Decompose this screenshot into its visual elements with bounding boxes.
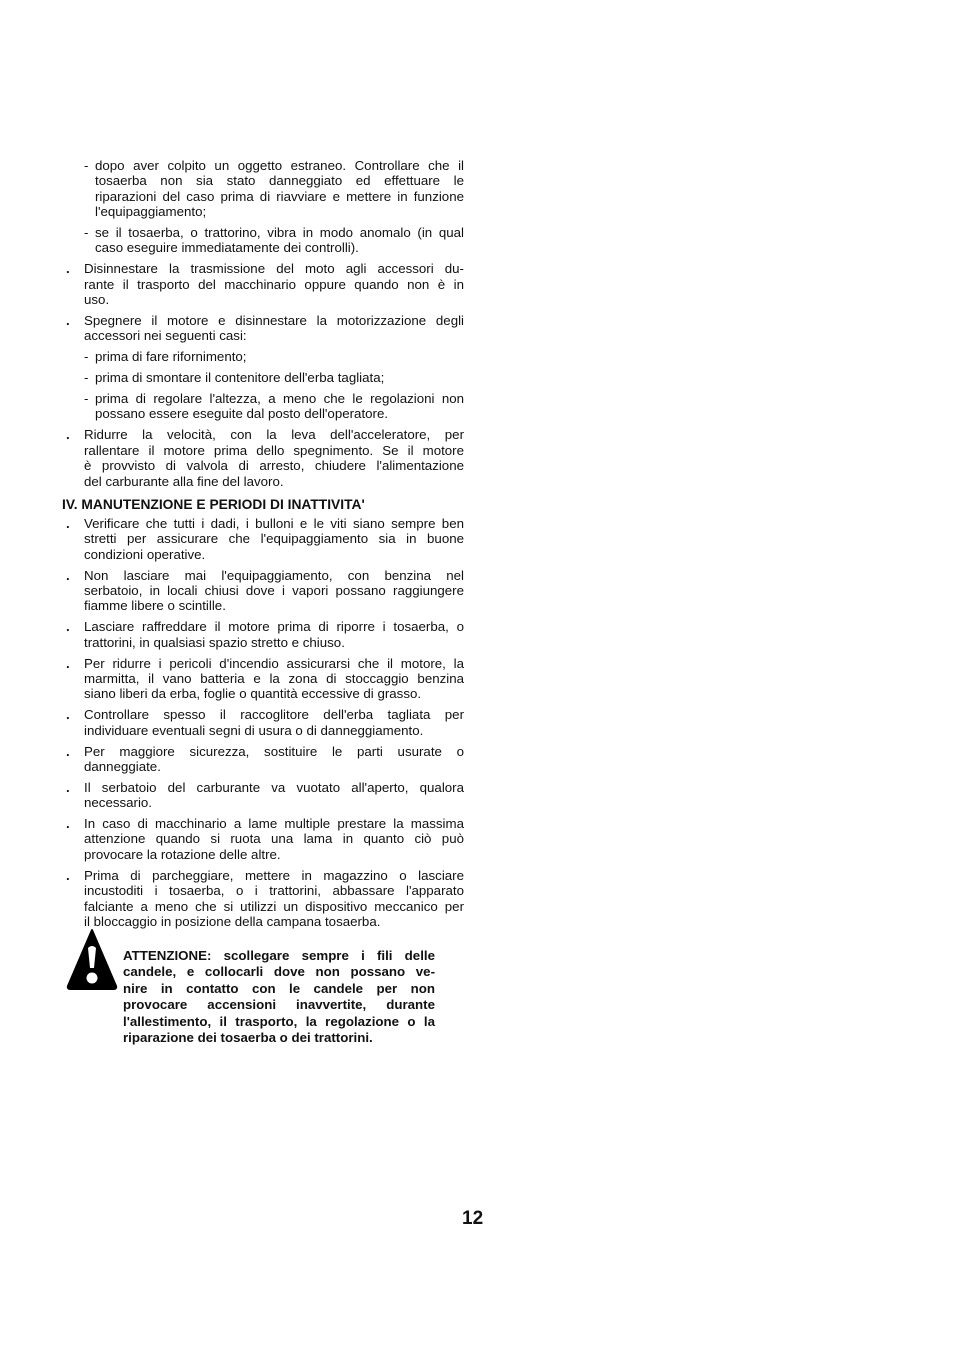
text-line: marmitta, il vano batteria e la zona di stoccaggio benzina [84, 670, 464, 686]
bullet-marker: . [66, 619, 70, 635]
bullet-item [62, 261, 464, 307]
bullet-item [62, 427, 464, 489]
text-line: serbatoio, in locali chiusi dove i vapori possano raggiungere [84, 582, 464, 598]
text-line: Verificare che tutti i dadi, i bulloni e le viti siano sempre ben [84, 515, 464, 531]
dash-marker: - [84, 158, 89, 173]
warning-line: ATTENZIONE: scollegare sempre i fili delle [123, 948, 435, 963]
sub-list-item [62, 391, 464, 422]
text-line: del carburante alla fine del lavoro. [84, 473, 284, 489]
text-line: Per maggiore sicurezza, sostituire le parti usurate o [84, 743, 464, 759]
text-line: incustoditi i tosaerba, o i trattorini, abbassare l'apparato [84, 883, 464, 899]
text-line: l'equipaggiamento; [95, 204, 207, 220]
warning-line: provocare accensioni inavvertite, durante [123, 997, 435, 1013]
dash-marker: - [84, 370, 89, 386]
text-line: Per ridurre i pericoli d'incendio assicurarsi che il motore, la [84, 655, 464, 671]
bullet-marker: . [66, 515, 70, 531]
bullet-marker: . [66, 655, 70, 671]
bullet-item [62, 707, 464, 738]
bullet-marker: . [66, 743, 70, 759]
text-line: necessario. [84, 795, 152, 811]
text-line: attenzione quando si ruota una lama in quanto ciò può [84, 831, 464, 847]
sub-list-item [62, 370, 464, 385]
body-text-column [62, 158, 464, 935]
text-line: caso eseguire immediatamente dei controlli). [95, 240, 359, 256]
text-line: condizioni operative. [84, 546, 206, 562]
text-line: In caso di macchinario a lame multiple prestare la massima [84, 816, 464, 832]
bullet-marker: . [66, 707, 70, 723]
text-line: Non lasciare mai l'equipaggiamento, con benzina nel [84, 567, 464, 583]
bullet-item [62, 744, 464, 775]
text-line: Ridurre la velocità, con la leva dell'acceleratore, per [84, 427, 464, 443]
text-line: Disinnestare la trasmissione del moto agli accessori du- [84, 261, 464, 277]
bullet-item [62, 516, 464, 562]
text-line: fiamme libere o scintille. [84, 598, 226, 614]
section-heading: IV. MANUTENZIONE E PERIODI DI INATTIVITA' [62, 496, 365, 512]
page-number: 12 [462, 1208, 484, 1229]
text-line: dopo aver colpito un oggetto estraneo. Controllare che il [95, 158, 464, 173]
text-line: falciante a meno che si utilizzi un dispositivo meccanico per [84, 898, 464, 914]
text-line: il bloccaggio in posizione della campana tosaerba. [84, 913, 381, 929]
text-line: danneggiate. [84, 758, 161, 774]
bullet-item [62, 656, 464, 702]
bullet-marker: . [66, 816, 70, 832]
text-line: rallentare il motore prima dello spegnimento. Se il motore [84, 442, 464, 458]
bullet-item [62, 868, 464, 930]
bullet-marker: . [66, 313, 70, 329]
text-line: riparazioni del caso prima di riavviare e mettere in funzione [95, 188, 464, 204]
warning-text [123, 948, 435, 1046]
text-line: prima di fare rifornimento; [95, 349, 247, 365]
text-line: provocare la rotazione delle altre. [84, 846, 281, 862]
text-line: tosaerba non sia stato danneggiato ed effettuare le [95, 173, 464, 189]
bullet-marker: . [66, 427, 70, 443]
text-line: Spegnere il motore e disinnestare la motorizzazione degli [84, 313, 464, 329]
dash-marker: - [84, 391, 89, 407]
warning-line: candele, e collocarli dove non possano ve- [123, 964, 435, 980]
warning-line: l'allestimento, il trasporto, la regolazione o la [123, 1013, 435, 1029]
warning-triangle-icon [66, 928, 118, 990]
bullet-marker: . [66, 261, 70, 277]
text-line: se il tosaerba, o trattorino, vibra in modo anomalo (in qual [95, 225, 464, 241]
dash-marker: - [84, 349, 89, 365]
text-line: è provvisto di valvola di arresto, chiudere l'alimentazione [84, 458, 464, 474]
text-line: Controllare spesso il raccoglitore dell'erba tagliata per [84, 707, 464, 723]
text-line: rante il trasporto del macchinario oppure quando non è in [84, 276, 464, 292]
bullet-item [62, 816, 464, 862]
text-line: possano essere eseguite dal posto dell'operatore. [95, 406, 389, 422]
sub-list-item [62, 349, 464, 364]
text-line: trattorini, in qualsiasi spazio stretto e chiuso. [84, 634, 345, 650]
sub-list-item [62, 225, 464, 256]
bullet-marker: . [66, 779, 70, 795]
dash-marker: - [84, 225, 89, 241]
bullet-item [62, 619, 464, 650]
sub-list-item [62, 158, 464, 220]
bullet-item [62, 780, 464, 811]
text-line: prima di regolare l'altezza, a meno che le regolazioni non [95, 391, 464, 407]
bullet-item [62, 313, 464, 344]
text-line: Il serbatoio del carburante va vuotato all'aperto, qualora [84, 779, 464, 795]
bullet-marker: . [66, 567, 70, 583]
text-line: accessori nei seguenti casi: [84, 328, 247, 344]
warning-line: nire in contatto con le candele per non [123, 980, 435, 996]
text-line: uso. [84, 292, 110, 308]
text-line: stretti per assicurare che l'equipaggiamento sia in buone [84, 531, 464, 547]
bullet-item [62, 568, 464, 614]
text-line: prima di smontare il contenitore dell'erba tagliata; [95, 370, 385, 386]
text-line: Prima di parcheggiare, mettere in magazzino o lasciare [84, 867, 464, 883]
text-line: individuare eventuali segni di usura o di danneggiamento. [84, 722, 424, 738]
warning-line: riparazione dei tosaerba o dei trattorini. [123, 1029, 373, 1045]
text-line: Lasciare raffreddare il motore prima di riporre i tosaerba, o [84, 619, 464, 635]
text-line: siano liberi da erba, foglie o quantità eccessive di grasso. [84, 686, 422, 702]
bullet-marker: . [66, 867, 70, 883]
